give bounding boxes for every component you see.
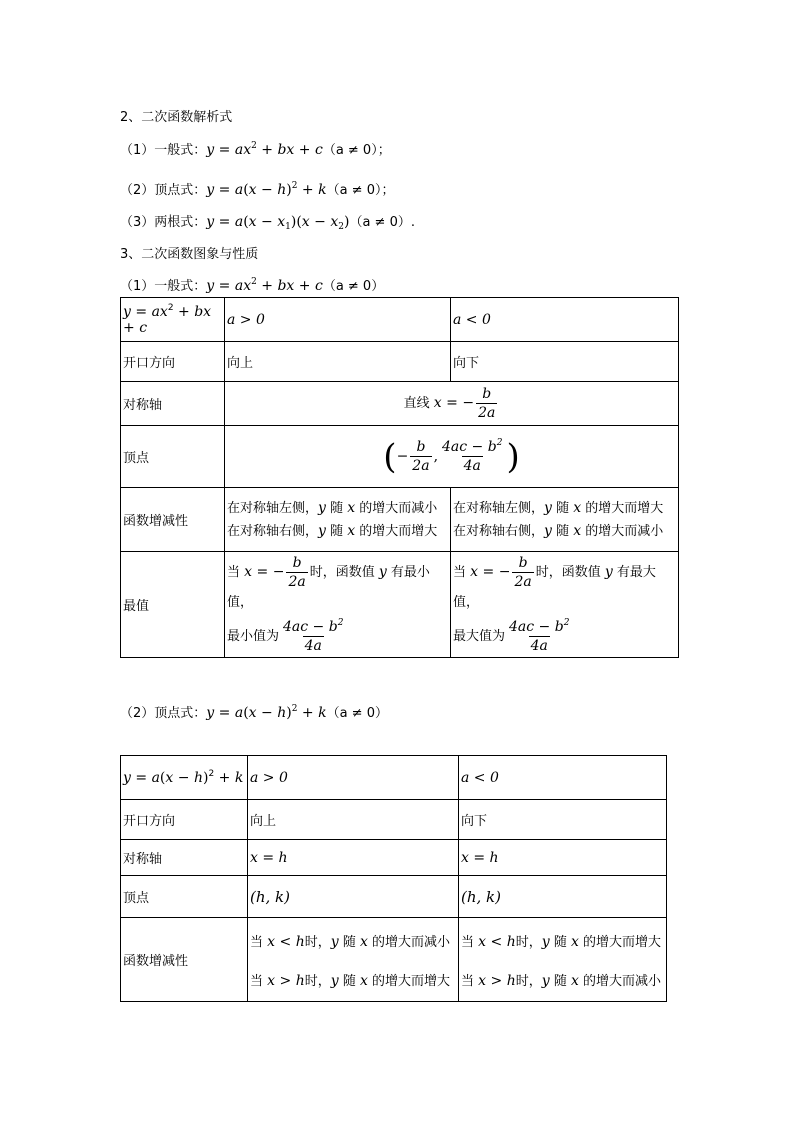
header-formula-cell: $y = a(x - h)^2 + k$ bbox=[121, 756, 248, 800]
monotonic-label: 函数增减性 bbox=[121, 488, 225, 552]
table-row bbox=[121, 876, 667, 918]
opening-neg: 向下 bbox=[459, 800, 667, 840]
table-row bbox=[121, 298, 679, 342]
table-row bbox=[121, 918, 667, 1002]
table-row bbox=[121, 552, 679, 658]
axis-pos: x = h bbox=[248, 840, 459, 876]
axis-neg: x = h bbox=[459, 840, 667, 876]
opening-pos: 向上 bbox=[225, 342, 451, 382]
axis-value: 直线 x = − $\frac{b}{2a}$ bbox=[225, 382, 679, 426]
vertex-form-table bbox=[120, 755, 667, 1002]
monotonic-label: 函数增减性 bbox=[121, 918, 248, 1002]
general-form-line: （1）一般式：$y = ax^2$ + bx + c（a ≠ 0）； bbox=[120, 141, 391, 158]
monotonic-neg: 在对称轴左侧，y 随 x 的增大而增大 在对称轴右侧，y 随 x 的增大而减小 bbox=[451, 488, 679, 552]
table-row bbox=[121, 756, 667, 800]
header-a-positive: a > 0 bbox=[248, 756, 459, 800]
monotonic-pos: 当 x < h时，y 随 x 的增大而减小 当 x > h时，y 随 x 的增大而增大 bbox=[248, 918, 459, 1002]
vertex-neg: (h, k) bbox=[459, 876, 667, 918]
opening-label: 开口方向 bbox=[121, 800, 248, 840]
extreme-label: 最值 bbox=[121, 552, 225, 658]
extreme-neg: 当 x = − $\frac{b}{2a}$ 时，函数值 y 有最大值， 最大值为 $\frac{4ac - b^2}{4a}$ bbox=[451, 552, 679, 658]
header-a-negative: a < 0 bbox=[459, 756, 667, 800]
monotonic-pos: 在对称轴左侧，y 随 x 的增大而减小 在对称轴右侧，y 随 x 的增大而增大 bbox=[225, 488, 451, 552]
table-row bbox=[121, 488, 679, 552]
extreme-pos: 当 x = − $\frac{b}{2a}$ 时，函数值 y 有最小值， 最小值为 $\frac{4ac - b^2}{4a}$ bbox=[225, 552, 451, 658]
opening-neg: 向下 bbox=[451, 342, 679, 382]
table-row bbox=[121, 840, 667, 876]
table1-caption: （1）一般式：$y = ax^2$ + bx + c（a ≠ 0） bbox=[120, 277, 385, 294]
table2-caption: （2）顶点式：$y = a(x - h)^2 + k(a \ne 0)$ bbox=[120, 704, 388, 721]
table-row bbox=[121, 382, 679, 426]
header-a-negative: a < 0 bbox=[451, 298, 679, 342]
section-3-heading: 3、二次函数图象与性质 bbox=[120, 247, 259, 262]
table-row bbox=[121, 800, 667, 840]
table-row bbox=[121, 426, 679, 488]
header-formula-cell: $y = ax^2$ + bx + c bbox=[121, 298, 225, 342]
vertex-label: 顶点 bbox=[121, 876, 248, 918]
axis-label: 对称轴 bbox=[121, 382, 225, 426]
general-form-table bbox=[120, 297, 679, 658]
header-a-positive: a > 0 bbox=[225, 298, 451, 342]
vertex-pos: (h, k) bbox=[248, 876, 459, 918]
opening-label: 开口方向 bbox=[121, 342, 225, 382]
vertex-value: (− $\frac{b}{2a}$ , $\frac{4ac - b^2}{4a}$ ) bbox=[225, 426, 679, 488]
vertex-form-line: （2）顶点式：$y = a(x - h)^2 + k(a \ne 0)$； bbox=[120, 181, 395, 198]
vertex-label: 顶点 bbox=[121, 426, 225, 488]
axis-label: 对称轴 bbox=[121, 840, 248, 876]
table-row bbox=[121, 342, 679, 382]
opening-pos: 向上 bbox=[248, 800, 459, 840]
root-form-line: （3）两根式：$y = a(x - x_1)(x - x_2)(a \ne 0)$. bbox=[120, 214, 415, 232]
section-2-heading: 2、二次函数解析式 bbox=[120, 110, 233, 125]
monotonic-neg: 当 x < h时，y 随 x 的增大而增大 当 x > h时，y 随 x 的增大而减小 bbox=[459, 918, 667, 1002]
